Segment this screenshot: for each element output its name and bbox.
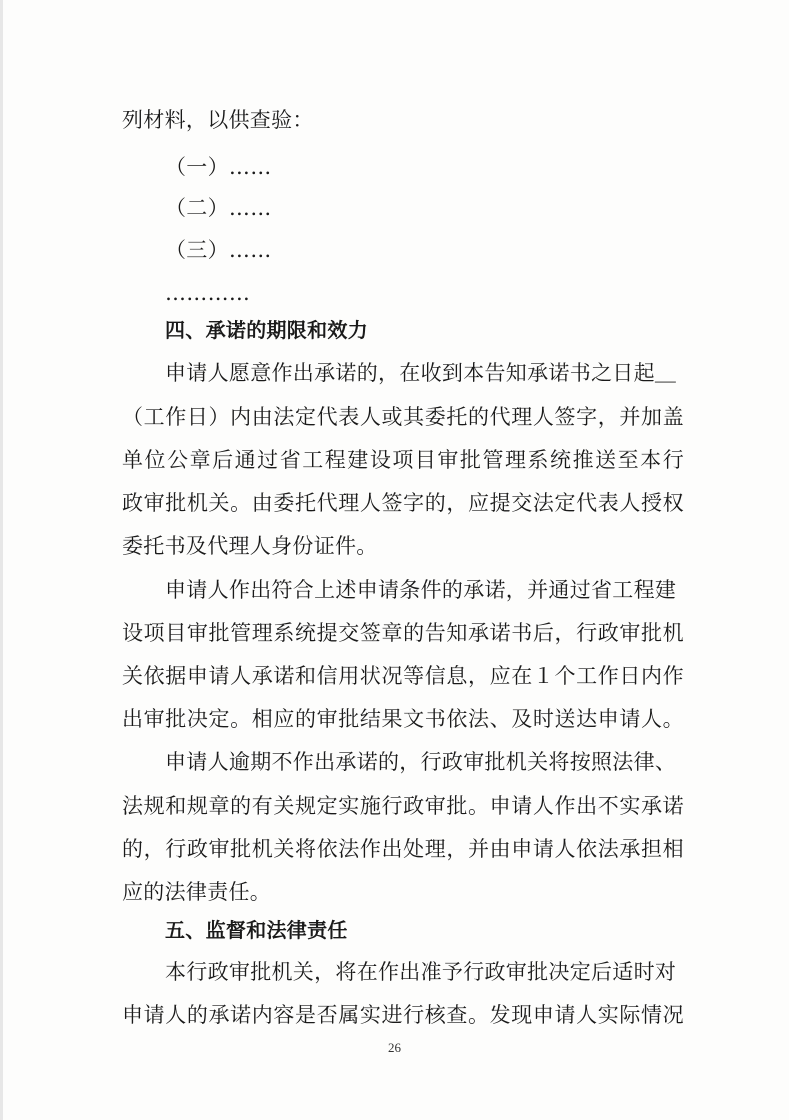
paragraph-line: 政审批机关。由委托代理人签字的，应提交法定代表人授权 <box>122 491 684 515</box>
list-item-1: （一）…… <box>165 155 272 179</box>
paragraph-line: 出审批决定。相应的审批结果文书依法、及时送达申请人。 <box>122 707 684 731</box>
text-line-continuation: 列材料，以供查验： <box>122 108 314 132</box>
paragraph-line: 关依据申请人承诺和信用状况等信息，应在１个工作日内作 <box>122 664 684 688</box>
paragraph-line: 申请人的承诺内容是否属实进行核查。发现申请人实际情况 <box>122 1003 684 1027</box>
paragraph-line: 申请人逾期不作出承诺的，行政审批机关将按照法律、 <box>165 750 677 774</box>
paragraph-line: 委托书及代理人身份证件。 <box>122 534 378 558</box>
list-ellipsis: ………… <box>165 281 251 305</box>
paragraph-line: 法规和规章的有关规定实施行政审批。申请人作出不实承诺 <box>122 794 684 818</box>
paragraph-line: 本行政审批机关，将在作出准予行政审批决定后适时对 <box>165 960 677 984</box>
paragraph-line: 申请人愿意作出承诺的，在收到本告知承诺书之日起＿ <box>165 361 677 385</box>
paragraph-line: 申请人作出符合上述申请条件的承诺，并通过省工程建 <box>165 578 677 602</box>
paragraph-line: （工作日）内由法定代表人或其委托的代理人签字，并加盖 <box>122 405 684 429</box>
list-item-3: （三）…… <box>165 238 272 262</box>
paragraph-line: 的，行政审批机关将依法作出处理，并由申请人依法承担相 <box>122 837 684 861</box>
list-item-2: （二）…… <box>165 196 272 220</box>
section-heading-4: 四、承诺的期限和效力 <box>165 318 368 342</box>
paragraph-line: 设项目审批管理系统提交签章的告知承诺书后，行政审批机 <box>122 621 684 645</box>
page-number: 26 <box>388 1040 401 1055</box>
paragraph-line: 单位公章后通过省工程建设项目审批管理系统推送至本行 <box>122 448 684 472</box>
scan-edge-mark <box>0 0 3 1120</box>
section-heading-5: 五、监督和法律责任 <box>165 918 348 942</box>
paragraph-line: 应的法律责任。 <box>122 880 272 904</box>
